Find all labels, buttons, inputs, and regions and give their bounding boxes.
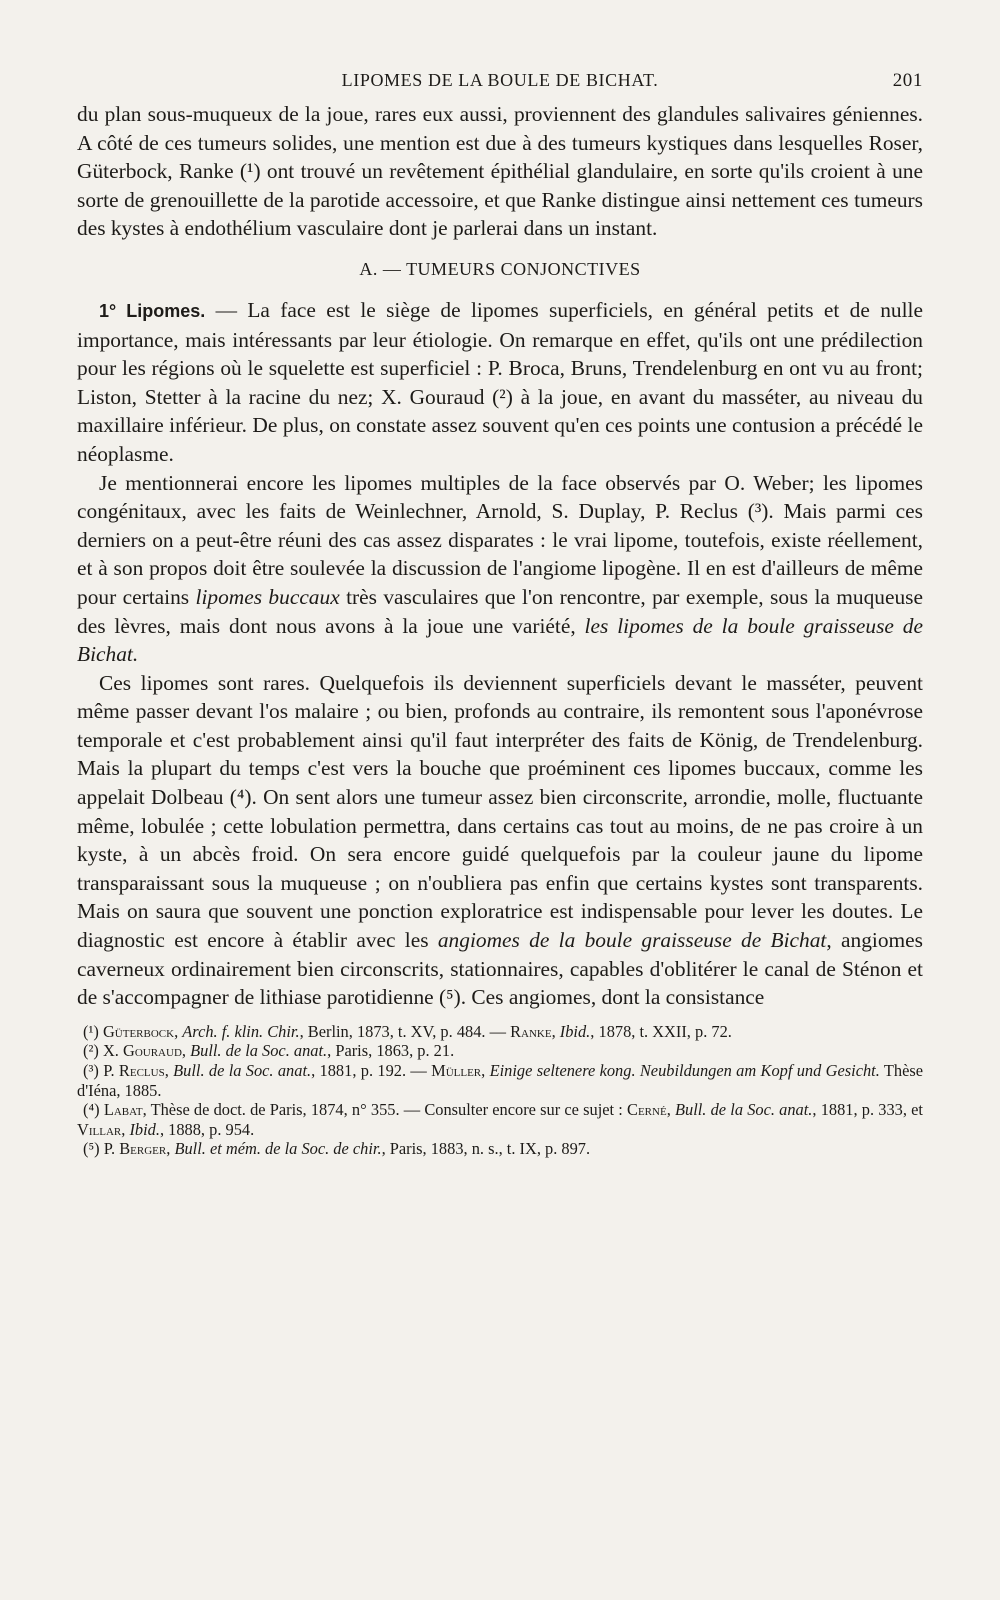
paragraph-text: , angiomes caverneux ordinairement bien circonscrits, stationnaires, capables d'oblitérer le canal de Sténon et de s'accompagner de lithiase parotidienne (⁵). Ces angiomes, dont la consistance xyxy=(77,928,923,1010)
author-name: Gouraud xyxy=(123,1041,182,1061)
paragraph-lead: 1° Lipomes. xyxy=(99,300,206,321)
running-title: LIPOMES DE LA BOULE DE BICHAT. xyxy=(341,70,659,90)
author-name: Ranke xyxy=(510,1021,552,1041)
footnote-text: P. xyxy=(103,1139,120,1159)
footnote-mark: (⁵) xyxy=(83,1139,100,1159)
footnote-mark: (¹) xyxy=(83,1021,99,1041)
footnote-mark: (²) xyxy=(83,1041,99,1061)
footnote-text: , xyxy=(166,1139,175,1159)
author-name: Müller xyxy=(431,1061,482,1080)
paragraph-multiples xyxy=(77,469,923,669)
footnote-text: , xyxy=(181,1041,191,1061)
paragraph-continuation: du plan sous-muqueux de la joue, rares eux aussi, proviennent des glandules salivaires géniennes. A côté de ces tumeurs solides, une mention est due à des tumeurs kystiques dans lesquelles Roser, Güterbock, Ranke (¹) ont trouvé un revêtement épithélial glandulaire, en sorte qu'ils croient à une sorte de grenouillette de la parotide accessoire, et que Ranke distingue ainsi nettement ces tumeurs des kystes à endothélium vasculaire dont je parlerai dans un instant. xyxy=(77,102,923,241)
paragraph-lipomes xyxy=(77,296,923,469)
journal-title: Ibid. xyxy=(129,1119,160,1139)
italic-term: les lipomes de la boule graisseuse de Bichat. xyxy=(77,613,923,667)
footnote-text: , xyxy=(551,1021,560,1041)
footnote-text: , xyxy=(121,1119,130,1139)
paragraph-text: Je mentionnerai encore les lipomes multiples de la face observés par O. Weber; les lipomes congénitaux, avec les faits de Weinlechner, Arnold, S. Duplay, P. Reclus (³). Mais parmi ces derniers on a peut-être réuni des cas assez disparates : le vrai lipome, toutefois, existe réellement, et à son propos doit être soulevée la discussion de l'angiome lipogène. Il en est d'ailleurs de même pour certains xyxy=(77,470,923,609)
paragraph-text: — La face est le siège de lipomes superficiels, en général petits et de nulle importance, mais intéressants par leur étiologie. On remarque en effet, qu'ils ont une prédilection pour les régions où le squelette est superficiel : P. Broca, Bruns, Trendelenburg en ont vu au front; Liston, Stetter à la racine du nez; X. Gouraud (²) à la joue, en avant du masséter, au niveau du maxillaire inférieur. De plus, on constate assez souvent qu'en ces points une contusion a précédé le néoplasme. xyxy=(77,297,923,466)
paragraph-rares xyxy=(77,669,923,1012)
italic-term: lipomes buccaux xyxy=(195,584,340,609)
footnote-5 xyxy=(77,1139,923,1159)
running-head xyxy=(77,70,923,100)
footnote-text: X. xyxy=(102,1041,123,1061)
footnote-mark: (⁴) xyxy=(83,1100,100,1120)
journal-title: Arch. f. klin. Chir. xyxy=(182,1021,300,1041)
footnote-text: , Thèse de doct. de Paris, 1874, n° 355. — Consulter encore sur ce sujet : xyxy=(142,1100,628,1120)
footnote-text: , xyxy=(164,1061,174,1080)
footnote-text: , Paris, 1863, p. 21. xyxy=(327,1041,455,1061)
author-name: Villar xyxy=(77,1119,122,1139)
author-name: Labat xyxy=(103,1100,143,1120)
journal-title: Bull. et mém. de la Soc. de chir. xyxy=(174,1139,382,1159)
footnote-text: Thèse d'Iéna, 1885. xyxy=(77,1061,923,1100)
footnote-2 xyxy=(77,1041,923,1061)
footnote-text: , 1881, p. 333, et xyxy=(812,1100,923,1120)
footnote-text: , xyxy=(666,1100,675,1120)
footnote-text: , 1888, p. 954. xyxy=(159,1119,255,1139)
journal-title: Bull. de la Soc. anat. xyxy=(190,1041,328,1061)
paragraph-text: Ces lipomes sont rares. Quelquefois ils deviennent superficiels devant le masséter, peuvent même passer devant l'os malaire ; ou bien, profonds au contraire, ils remontent sous l'aponévrose temporale et c'est probablement ainsi qu'il faut interpréter des faits de König, de Trendelenburg. Mais la plupart du temps c'est vers la bouche que proéminent ces lipomes buccaux, comme les appelait Dolbeau (⁴). On sent alors une tumeur assez bien circonscrite, arrondie, molle, fluctuante même, lobulée ; cette lobulation permettra, dans certains cas tout au moins, de ne pas croire à un kyste, à un abcès froid. On sera encore guidé quelquefois par la couleur jaune du lipome transparaissant sous la muqueuse ; on n'oubliera pas enfin que certains kystes sont transparents. Mais on saura que souvent une ponction exploratrice est indispensable pour lever les doutes. Le diagnostic est encore à établir avec les xyxy=(77,670,923,953)
footnote-text: , xyxy=(174,1021,183,1041)
author-name: Reclus xyxy=(118,1061,165,1080)
journal-title: Bull. de la Soc. anat. xyxy=(674,1100,813,1120)
author-name: Cerné xyxy=(627,1100,667,1120)
section-heading: A. — TUMEURS CONJONCTIVES xyxy=(359,258,641,279)
journal-title: Bull. de la Soc. anat. xyxy=(173,1061,312,1080)
author-name: Berger xyxy=(119,1139,167,1159)
body-text xyxy=(77,100,923,1012)
page-number: 201 xyxy=(892,70,923,91)
author-name: Güterbock xyxy=(102,1021,175,1041)
footnotes xyxy=(77,1022,923,1159)
journal-title: Ibid. xyxy=(559,1021,591,1041)
work-title: Einige seltenere kong. Neubildungen am Kopf und Gesicht. xyxy=(489,1061,880,1080)
paragraph-text: très vasculaires que l'on rencontre, par exemple, sous la muqueuse des lèvres, mais dont nous avons à la joue une variété, xyxy=(77,584,924,638)
italic-term: angiomes de la boule graisseuse de Bichat xyxy=(437,928,827,953)
footnote-text: , xyxy=(481,1061,490,1080)
footnote-text: , 1878, t. XXII, p. 72. xyxy=(590,1021,732,1041)
footnote-text: , Berlin, 1873, t. XV, p. 484. — xyxy=(299,1021,511,1041)
footnote-3 xyxy=(77,1061,923,1100)
footnote-text: P. xyxy=(103,1061,119,1080)
footnote-text: , 1881, p. 192. — xyxy=(311,1061,432,1080)
footnote-1 xyxy=(77,1022,923,1042)
book-page xyxy=(77,70,923,1159)
footnote-4 xyxy=(77,1100,923,1139)
footnote-mark: (³) xyxy=(83,1061,99,1080)
footnote-text: , Paris, 1883, n. s., t. IX, p. 897. xyxy=(381,1139,591,1159)
